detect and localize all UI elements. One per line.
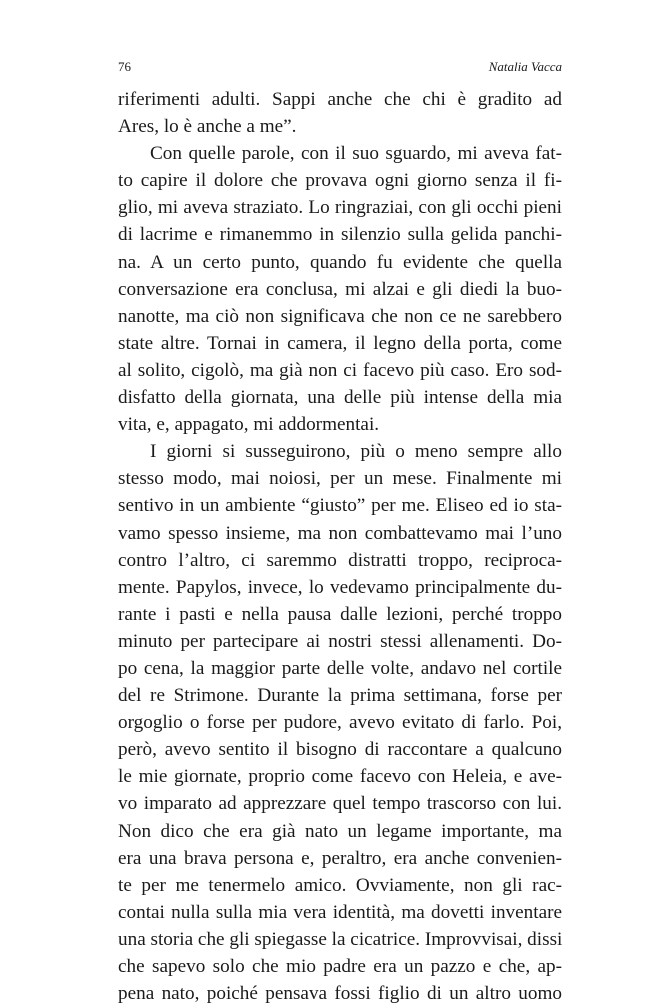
body-text [118, 86, 562, 1007]
text-line: le mie giornate, proprio come facevo con Heleia, e ave- [118, 766, 562, 788]
text-line: minuto per partecipare ai nostri stessi allenamenti. Do- [118, 630, 562, 652]
text-line: che sapevo solo che mio padre era un pazzo e che, ap- [118, 956, 562, 977]
text-line: Con quelle parole, con il suo sguardo, mi aveva fat- [150, 143, 562, 165]
text-line: rante i pasti e nella pausa dalle lezioni, perché troppo [118, 603, 562, 625]
text-line: di lacrime e rimanemmo in silenzio sulla gelida panchi- [118, 224, 562, 246]
text-line: po cena, la maggior parte delle volte, andavo nel cortile [118, 657, 562, 679]
text-line: te per me tenermelo amico. Ovviamente, non gli rac- [118, 874, 562, 896]
text-line: nanotte, ma ciò non significava che non ce ne sarebbero [118, 305, 562, 327]
text-line: disfatto della giornata, una delle più intense della mia [118, 387, 562, 409]
text-line: glio, mi aveva straziato. Lo ringraziai, con gli occhi pieni [118, 197, 562, 219]
text-line: era una brava persona e, peraltro, era anche convenien- [118, 847, 562, 869]
text-line: contai nulla sulla mia vera identità, ma dovetti inventare [118, 901, 562, 923]
text-line: del re Strimone. Durante la prima settimana, forse per [118, 685, 562, 707]
text-line: al solito, cigolò, ma già non ci facevo più caso. Ero sod- [118, 359, 562, 381]
text-line: riferimenti adulti. Sappi anche che chi è gradito ad [118, 89, 562, 110]
running-title: Natalia Vacca [488, 59, 562, 74]
text-line: pena nato, poiché pensava fossi figlio di un altro uomo [118, 983, 562, 1005]
text-line: conversazione era conclusa, mi alzai e gli diedi la buo- [118, 278, 562, 300]
text-line: to capire il dolore che provava ogni giorno senza il fi- [118, 170, 562, 192]
text-line: però, avevo sentito il bisogno di raccontare a qualcuno [118, 739, 562, 761]
text-line: Non dico che era già nato un legame importante, ma [118, 820, 562, 842]
text-line: orgoglio o forse per pudore, avevo evitato di farlo. Poi, [118, 712, 562, 734]
text-line: vamo spesso insieme, ma non combattevamo mai l’uno [118, 522, 562, 544]
text-line: vita, e, appagato, mi addormentai. [118, 414, 380, 436]
text-line: state altre. Tornai in camera, il legno della porta, come [118, 332, 562, 354]
text-line: contro l’altro, ci saremmo distratti troppo, reciproca- [118, 549, 562, 571]
text-line: stesso modo, mai noiosi, per un mese. Finalmente mi [118, 468, 562, 490]
text-line: vo imparato ad apprezzare quel tempo trascorso con lui. [118, 793, 562, 815]
text-line: sentivo in un ambiente “giusto” per me. Eliseo ed io sta- [118, 495, 562, 517]
text-line: na. A un certo punto, quando fu evidente che quella [118, 251, 562, 273]
text-line: mente. Papylos, invece, lo vedevamo principalmente du- [118, 576, 562, 598]
text-line: una storia che gli spiegasse la cicatrice. Improvvisai, dissi [118, 928, 563, 950]
page-number: 76 [118, 59, 131, 74]
text-line: I giorni si susseguirono, più o meno sempre allo [150, 441, 562, 463]
running-head [118, 57, 562, 77]
text-line: Ares, lo è anche a me”. [118, 116, 297, 138]
